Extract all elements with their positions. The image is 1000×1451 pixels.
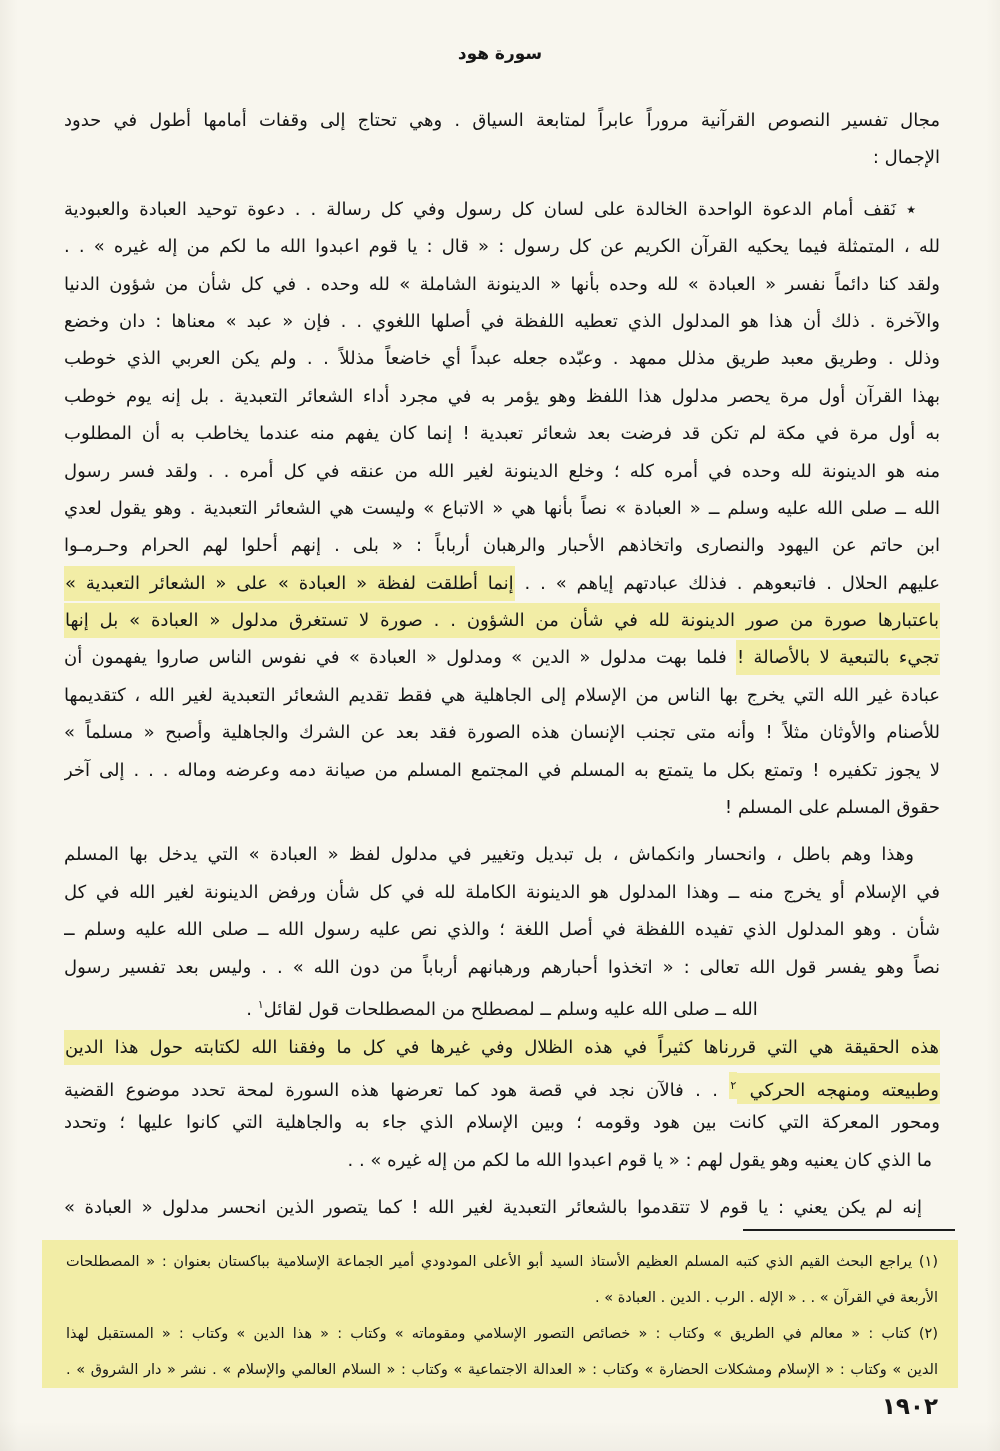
text-segment: نصاً وهو يفسر قول الله تعالى : « اتخذوا أحبارهم ورهبانهم أرباباً من دون الله » . . وليس بعد تفسير رسول <box>64 956 940 978</box>
body-paragraph-p1 <box>64 102 940 177</box>
body-text <box>64 102 940 1226</box>
text-segment: الأربعة في القرآن » . . « الإله . الرب . الدين . العبادة » . <box>595 1290 938 1306</box>
text-line <box>64 453 940 490</box>
text-segment: الإجمال : <box>872 147 940 169</box>
text-line <box>64 1189 940 1226</box>
body-paragraph-p4 <box>64 1029 940 1179</box>
text-segment: عليهم الحلال . فاتبعوهم . فذلك عبادتهم إياهم » . . <box>514 572 940 594</box>
page-number: ١٩٠٢ <box>881 1394 938 1420</box>
text-line <box>64 490 940 527</box>
text-line <box>66 1244 938 1280</box>
text-line <box>64 639 940 676</box>
text-segment: إنه لم يكن يعني : يا قوم لا تتقدموا بالشعائر التعبدية لغير الله ! كما يتصور الذين انحسر مدلول « العبادة » <box>64 1196 922 1218</box>
text-segment: (٢) كتاب : « معالم في الطريق » وكتاب : « خصائص التصور الإسلامي ومقوماته » وكتاب : « هذا الدين » وكتاب : « المستقبل لهذا <box>66 1326 938 1342</box>
footnote-separator <box>743 1229 955 1231</box>
text-segment: حقوق المسلم على المسلم ! <box>724 797 940 819</box>
text-segment: به أول مرة في مكة لم تكن قد فرضت بعد شعائر تعبدية ! إنما كان يفهم منه عندما يخاطب به أن المطلوب <box>64 423 940 445</box>
text-segment: . <box>246 998 258 1020</box>
highlighted-segment: إنما أطلقت لفظة « العبادة » على « الشعائر التعبدية » <box>64 566 515 601</box>
text-segment: ما الذي كان يعنيه وهو يقول لهم : « يا قوم اعبدوا الله ما لكم من إله غيره » . . <box>347 1149 932 1171</box>
text-line <box>64 789 940 826</box>
text-line <box>64 228 940 265</box>
footnotes-block <box>42 1240 958 1388</box>
text-line <box>64 874 940 911</box>
text-line <box>64 752 940 789</box>
text-line <box>66 1316 938 1352</box>
text-segment: الدين » وكتاب : « الإسلام ومشكلات الحضارة » وكتاب : « العدالة الاجتماعية » وكتاب : « السلام العالمي والإسلام » . نشر « دار الشروق » . <box>66 1362 938 1378</box>
body-paragraph-p2 <box>64 191 940 827</box>
text-line <box>64 1029 940 1066</box>
text-segment: بهذا القرآن أول مرة يحصر مدلول هذا اللفظ وهو يؤمر به في مجرد أداء الشعائر التعبدية . بل إنه يوم خوطب <box>64 385 940 407</box>
text-segment: لله ، المتمثلة فيما يحكيه القرآن الكريم عن كل رسول : « قال : يا قوم اعبدوا الله ما لكم من إله غيره » . . <box>64 236 940 258</box>
text-line <box>64 139 940 176</box>
highlighted-segment: هذه الحقيقة هي التي قررناها كثيراً في هذه الظلال وفي غيرها في كل ما وفقنا الله لكتابته حول هذا الدين <box>64 1030 940 1065</box>
text-line <box>64 303 940 340</box>
highlighted-segment: باعتبارها صورة من صور الدينونة لله في شأن من الشؤون . . صورة لا تستغرق مدلول « العبادة » بل إنها <box>64 603 940 638</box>
text-line <box>64 714 940 751</box>
body-paragraph-p3 <box>64 836 940 1023</box>
text-segment: الله ــ صلى الله عليه وسلم ــ لمصطلح من المصطلحات قول لقائل <box>263 998 758 1020</box>
body-paragraph-p5 <box>64 1189 940 1226</box>
text-segment: للأصنام والأوثان مثلاً ! وأنه متى تجنب الإنسان هذه الصورة فقد بعد عن الشرك والجاهلية وأصبح « مسلماً » <box>64 722 940 744</box>
text-line <box>64 266 940 303</box>
text-line <box>64 602 940 639</box>
highlighted-segment: ٢ <box>729 1072 737 1099</box>
text-segment: ٭ نَقف أمام الدعوة الواحدة الخالدة على لسان كل رسول وفي كل رسالة . . دعوة توحيد العبادة والعبودية <box>64 198 916 220</box>
text-segment: لا يجوز تكفيره ! وتمتع بكل ما يتمتع به المسلم في المجتمع المسلم من صيانة دمه وعرضه وماله . . . إلى آخر <box>64 759 940 781</box>
text-segment: في الإسلام أو يخرج منه ــ وهذا المدلول هو الدينونة الكاملة لله في كل شأن ورفض الدينونة لغير الله في كل <box>64 881 940 903</box>
text-segment: ولقد كنا دائماً نفسر « العبادة » لله وحده بأنها « الدينونة الشاملة » لله وحده . في كل شأن من شؤون الدنيا <box>64 273 940 295</box>
text-line <box>64 565 940 602</box>
text-line <box>64 1104 940 1141</box>
text-segment: ابن حاتم عن اليهود والنصارى واتخاذهم الأحبار والرهبان أرباباً : « بلى . إنهم أحلوا لهم الحرام وحـرمـوا <box>64 535 940 557</box>
text-line <box>64 340 940 377</box>
page-title: سورة هود <box>457 44 543 64</box>
text-segment: شأن . وهو المدلول الذي تفيده اللفظة في أصل اللغة ؛ والذي نص عليه رسول الله ــ صلى الله عليه وسلم ــ <box>64 919 940 941</box>
text-line <box>64 677 940 714</box>
text-segment: مجال تفسير النصوص القرآنية مروراً عابراً لمتابعة السياق . وهي تحتاج إلى وقفات أمامها أطول في حدود <box>64 110 940 131</box>
text-line <box>64 415 940 452</box>
text-segment: والآخرة . ذلك أن هذا هو المدلول الذي تعطيه اللفظة في أصلها اللغوي . . فإن « عبد » معناها : دان وخضع <box>64 310 940 332</box>
text-segment: منه هو الدينونة لله وحده في أمره كله ؛ وخلع الدينونة لغير الله من عنقه في كل أمره . . ولقد فسر رسول <box>64 460 940 482</box>
highlighted-segment: وطبيعته ومنهجه الحركي <box>737 1073 940 1104</box>
text-line <box>66 1280 938 1316</box>
text-segment: ١ <box>257 997 264 1011</box>
text-segment: فلما بهت مدلول « الدين » ومدلول « العبادة » في نفوس الناس صاروا يفهمون أن <box>64 647 736 669</box>
text-line <box>64 836 940 873</box>
text-line <box>64 1067 940 1104</box>
text-line <box>64 378 940 415</box>
text-segment: وهذا وهم باطل ، وانحسار وانكماش ، بل تبديل وتغيير في مدلول لفظ « العبادة » التي يدخل بها المسلم <box>64 844 914 866</box>
text-segment: وذلل . وطريق معبد طريق مذلل ممهد . وعبّده جعله عبداً أي خاضعاً مذللاً . . ولم يكن العربي الذي خوطب <box>64 348 940 370</box>
text-line <box>64 527 940 564</box>
text-segment: الله ــ صلى الله عليه وسلم ــ « العبادة » نصاً بأنها هي « الاتباع » وليست هي الشعائر التعبدية . وهو يقول لعدي <box>64 497 940 519</box>
text-line <box>66 1352 938 1388</box>
text-segment: ومحور المعركة التي كانت بين هود وقومه ؛ وبين الإسلام الذي جاء به والجاهلية التي كانوا عليها ؛ وتحدد <box>64 1112 940 1134</box>
text-line <box>64 911 940 948</box>
text-line <box>64 1142 940 1179</box>
text-line <box>64 102 940 139</box>
text-line <box>64 949 940 986</box>
text-line <box>64 986 940 1023</box>
text-line <box>64 191 940 228</box>
text-segment: (١) يراجع البحث القيم الذي كتبه المسلم العظيم الأستاذ السيد أبو الأعلى المودودي أمير الجماعة الإسلامية بباكستان بعنوان : « المصطلحات <box>66 1254 938 1270</box>
highlighted-segment: تجيء بالتبعية لا بالأصالة ! <box>736 640 940 675</box>
text-segment: عبادة غير الله التي يخرج بها الناس من الإسلام إلى الجاهلية هي فقط تقديم الشعائر التعبدية لغير الله ، كتقديمها <box>64 684 940 706</box>
text-segment: . . فالآن نجد في قصة هود كما تعرضها هذه السورة لمحة تحدد موضوع القضية <box>64 1079 730 1101</box>
